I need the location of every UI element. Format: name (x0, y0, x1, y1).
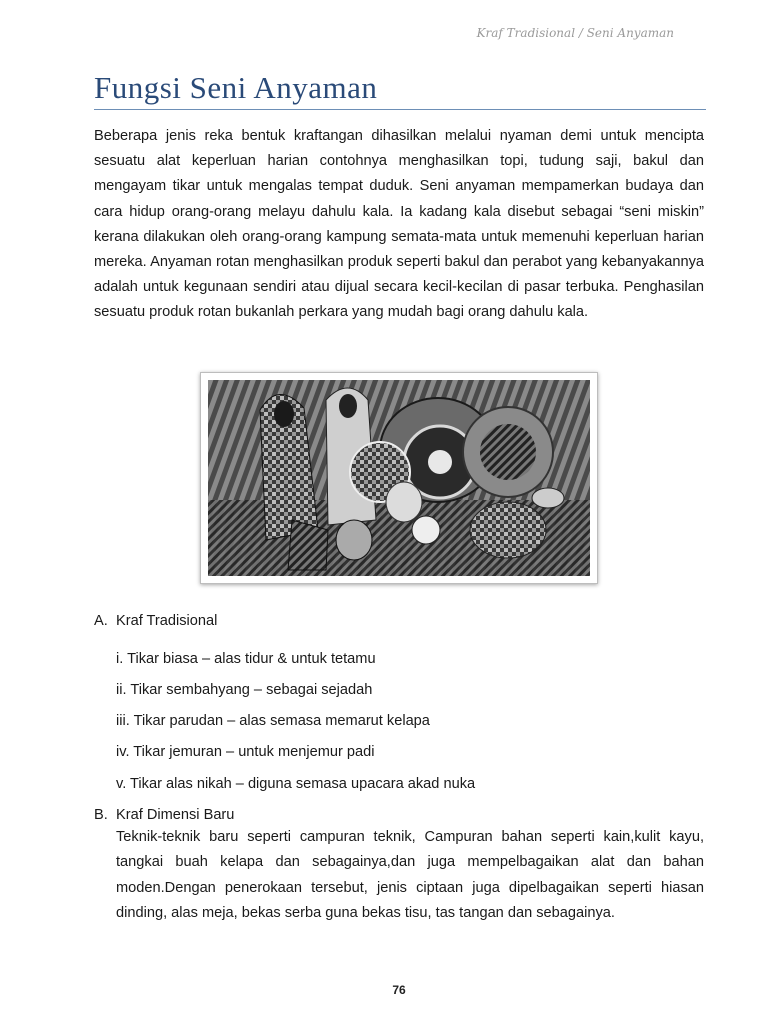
section-b-marker: B. (94, 807, 108, 823)
list-item: iv. Tikar jemuran – untuk menjemur padi (116, 744, 375, 760)
section-a-marker: A. (94, 613, 108, 629)
section-a-title: Kraf Tradisional (116, 613, 218, 629)
woven-crafts-photo (200, 372, 598, 584)
section-b-heading (94, 807, 234, 823)
section-b-title: Kraf Dimensi Baru (116, 807, 235, 823)
list-item: i. Tikar biasa – alas tidur & untuk tetamu (116, 651, 376, 667)
running-header: Kraf Tradisional / Seni Anyaman (476, 26, 674, 40)
intro-paragraph: Beberapa jenis reka bentuk kraftangan dihasilkan melalui nyaman demi untuk mencipta sesuatu alat keperluan harian contohnya menghasilkan topi, tudung saji, bakul dan mengayam tikar untuk mengalas tempat duduk. Seni anyaman mempamerkan budaya dan cara hidup orang-orang melayu dahulu kala. Ia kadang kala disebut sebagai “seni miskin” kerana dilakukan oleh orang-orang kampung semata-mata untuk memenuhi keperluan harian mereka. Anyaman rotan menghasilkan produk seperti bakul dan perabot yang kebanyakannya adalah untuk kegunaan sendiri atau dijual secara kecil-kecilan di pasar terbuka. Penghasilan sesuatu produk rotan bukanlah perkara yang mudah bagi orang dahulu kala. (94, 128, 704, 321)
title-underline (94, 109, 706, 110)
list-item: ii. Tikar sembahyang – sebagai sejadah (116, 682, 373, 698)
list-item: iii. Tikar parudan – alas semasa memarut kelapa (116, 713, 430, 729)
woven-crafts-image (208, 380, 590, 576)
page-number: 76 (392, 983, 406, 997)
section-b-paragraph: Teknik-teknik baru seperti campuran teknik, Campuran bahan seperti kain,kulit kayu, tangkai buah kelapa dan sebagainya,dan juga mempelbagaikan alat dan bahan moden.Dengan penerokaan tersebut, jenis ciptaan juga dipelbagaikan seperti hiasan dinding, alas meja, bekas serba guna bekas tisu, tas tangan dan sebagainya. (116, 829, 704, 922)
page-title: Fungsi Seni Anyaman (94, 70, 378, 105)
list-item: v. Tikar alas nikah – diguna semasa upacara akad nuka (116, 776, 476, 792)
section-a-heading (94, 613, 217, 629)
